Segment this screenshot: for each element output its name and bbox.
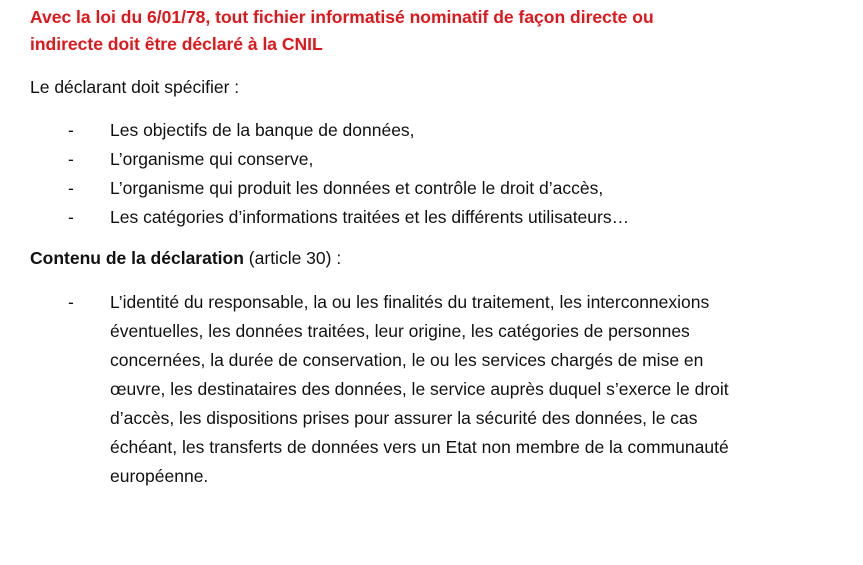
declarant-list (30, 116, 850, 232)
intro-text: Le déclarant doit spécifier : (30, 77, 240, 97)
content-list (30, 288, 850, 491)
list-item-text: Les objectifs de la banque de données, (110, 120, 415, 140)
section-title-bold: Contenu de la déclaration (30, 248, 244, 268)
document-body (30, 4, 850, 491)
bullet-dash: - (68, 178, 74, 198)
list-item (30, 116, 850, 145)
list-item-text: Les catégories d’informations traitées et les différents utilisateurs… (110, 207, 630, 227)
section-title-rest: (article 30) : (243, 248, 342, 268)
list-item (30, 174, 850, 203)
bullet-dash: - (68, 149, 74, 169)
heading-line-2: indirecte doit être déclaré à la CNIL (30, 34, 323, 54)
list-item-text: L’organisme qui produit les données et contrôle le droit d’accès, (110, 178, 604, 198)
bullet-dash: - (68, 292, 74, 312)
list-item (30, 145, 850, 174)
list-item (30, 203, 850, 232)
section-title (30, 245, 850, 272)
bullet-dash: - (68, 120, 74, 140)
heading (30, 4, 850, 58)
heading-line-1: Avec la loi du 6/01/78, tout fichier informatisé nominatif de façon directe ou (30, 7, 654, 27)
list-item-text: L’identité du responsable, la ou les finalités du traitement, les interconnexions éventuelles, les données traitées, leur origine, les catégories de personnes concernées, la durée de conservation, le ou les services chargés de mise en œuvre, les destinataires des données, le service auprès duquel s’exerce le droit d’accès, les dispositions prises pour assurer la sécurité des données, le cas échéant, les transferts de données vers un Etat non membre de la communauté européenne. (110, 292, 729, 486)
list-item (30, 288, 760, 491)
list-item-text: L’organisme qui conserve, (110, 149, 314, 169)
bullet-dash: - (68, 207, 74, 227)
